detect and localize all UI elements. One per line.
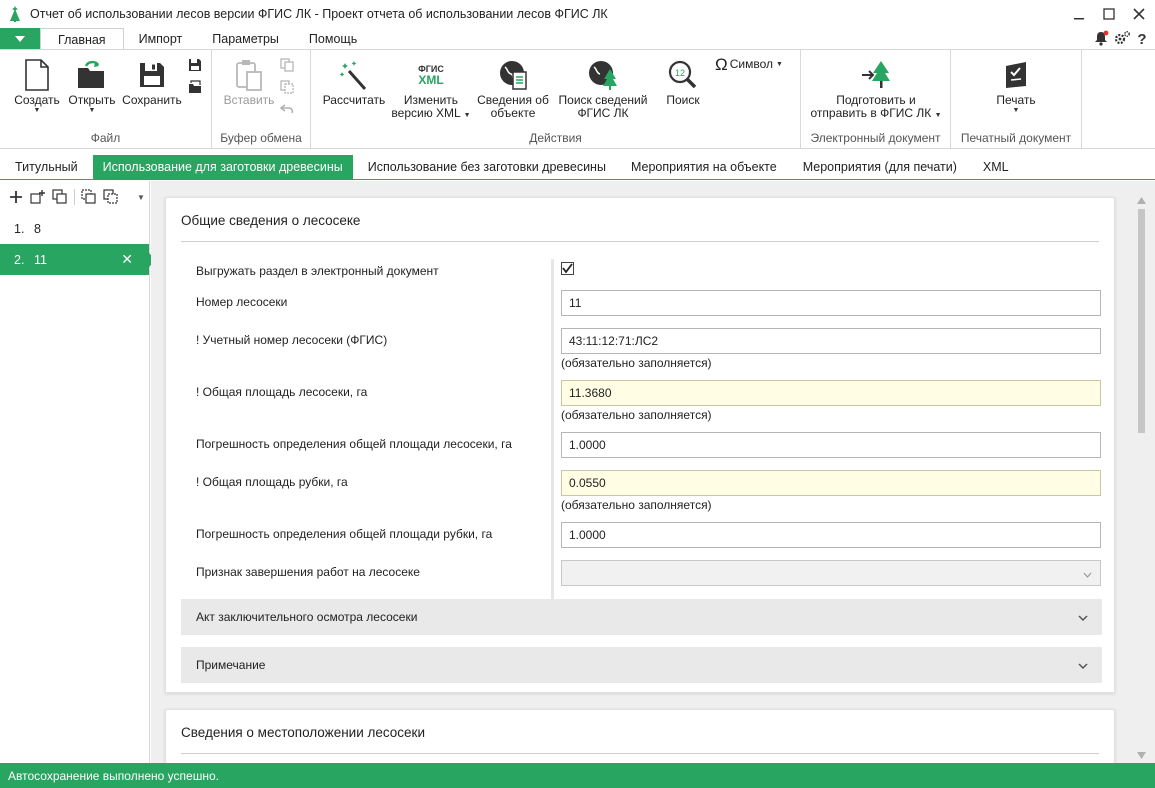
main-content [151, 181, 1155, 763]
tab-activities-print[interactable]: Мероприятия (для печати) [802, 160, 957, 174]
status-message: Автосохранение выполнено успешно. [8, 768, 219, 783]
window-title: Отчет об использовании лесов версии ФГИС ЛК - Проект отчета об использовании лесов ФГИС ЛК [30, 7, 608, 21]
add-copy-icon[interactable] [30, 188, 46, 206]
globe-tree-icon [587, 58, 619, 92]
toolbar-overflow-icon[interactable]: ▼ [137, 192, 145, 202]
list-item-selected[interactable]: 2. 11 ✕ [0, 244, 149, 275]
ribbon-group-file [0, 50, 212, 148]
card-title: Сведения о местоположении лесосеки [181, 725, 425, 740]
app-menu-button[interactable] [0, 28, 40, 49]
floppy-disk-icon [136, 58, 168, 92]
notes-accordion[interactable]: Примечание [181, 647, 1102, 683]
list-item[interactable]: 1. 8 [14, 221, 41, 236]
chevron-down-icon [1083, 567, 1092, 581]
caret-down-icon [15, 36, 25, 42]
app-logo-icon [6, 5, 24, 23]
tab-timber-harvesting[interactable]: Использование для заготовки древесины [93, 155, 353, 179]
undo-icon[interactable] [280, 102, 296, 118]
ribbon-group-electronic-document [801, 50, 951, 148]
help-icon[interactable]: ? [1137, 31, 1147, 48]
caret-down-icon: ▼ [934, 112, 942, 119]
completion-flag-label: Признак завершения работ на лесосеке [196, 565, 420, 579]
document-section-tabs [0, 155, 1155, 180]
group-label-print-document: Печатный документ [960, 131, 1072, 145]
total-area-field[interactable]: 11.3680 [561, 380, 1101, 406]
account-number-field[interactable]: 43:11:12:71:ЛС2 [561, 328, 1101, 354]
delete-record-icon[interactable]: ✕ [121, 251, 133, 267]
move-up-icon[interactable] [81, 188, 97, 206]
settings-gear-icon[interactable] [1113, 30, 1131, 49]
plot-number-field[interactable]: 11 [561, 290, 1101, 316]
ribbon-group-clipboard [212, 50, 311, 148]
open-button[interactable]: Открыть ▼ [66, 58, 118, 115]
svg-text:12: 12 [675, 68, 686, 78]
caret-down-icon: ▼ [776, 60, 783, 68]
copy-icon[interactable] [280, 58, 296, 74]
completion-flag-select[interactable] [561, 560, 1101, 586]
minimize-button[interactable] [1064, 0, 1094, 28]
duplicate-icon[interactable] [52, 188, 68, 206]
fgis-xml-icon: ФГИС XML [418, 63, 444, 87]
search-fgis-button[interactable]: Поиск сведений ФГИС ЛК [555, 58, 651, 120]
ribbon-tab-help[interactable]: Помощь [308, 31, 358, 46]
globe-document-icon [497, 58, 529, 92]
group-label-file: Файл [90, 131, 121, 145]
felling-error-label: Погрешность определения общей площади рубки, га [196, 527, 493, 541]
save-button[interactable]: Сохранить [121, 58, 183, 107]
ribbon-tab-home[interactable]: Главная [40, 28, 124, 50]
clipboard-paste-icon [233, 58, 265, 92]
object-info-button[interactable]: Сведения об объекте [475, 58, 551, 120]
felling-area-hint: (обязательно заполняется) [561, 498, 712, 512]
scrollbar-thumb[interactable] [1138, 209, 1145, 433]
felling-area-label: ! Общая площадь рубки, га [196, 475, 348, 489]
tab-object-activities[interactable]: Мероприятия на объекте [630, 160, 777, 174]
account-number-hint: (обязательно заполняется) [561, 356, 712, 370]
chevron-down-icon [1078, 659, 1088, 673]
ribbon-tab-bar [0, 28, 1155, 49]
close-window-button[interactable] [1124, 0, 1154, 28]
quick-actions [1093, 30, 1149, 49]
create-button[interactable]: Создать ▼ [12, 58, 62, 115]
ribbon-group-print-document [951, 50, 1082, 148]
ribbon-tab-import[interactable]: Импорт [138, 31, 183, 46]
export-section-checkbox[interactable] [561, 262, 574, 275]
maximize-button[interactable] [1094, 0, 1124, 28]
status-bar [0, 763, 1155, 788]
search-button[interactable]: 12 Поиск [657, 58, 709, 107]
area-error-field[interactable]: 1.0000 [561, 432, 1101, 458]
card-title: Общие сведения о лесосеке [181, 213, 361, 228]
area-error-label: Погрешность определения общей площади лесосеки, га [196, 437, 512, 451]
account-number-label: ! Учетный номер лесосеки (ФГИС) [196, 333, 388, 347]
save-as-icon[interactable] [188, 58, 204, 74]
record-list-panel [0, 181, 150, 763]
print-button[interactable]: Печать ▼ [981, 58, 1051, 115]
group-label-clipboard: Буфер обмена [220, 131, 302, 145]
scroll-up-icon[interactable] [1137, 193, 1146, 207]
cut-icon[interactable] [280, 80, 296, 96]
column-divider [551, 259, 554, 599]
card-divider [181, 753, 1099, 754]
felling-error-field[interactable]: 1.0000 [561, 522, 1101, 548]
toolbar-divider [74, 189, 75, 205]
new-document-icon [21, 58, 53, 92]
omega-icon: Ω [715, 55, 728, 74]
calculate-button[interactable]: Рассчитать [321, 58, 387, 107]
ribbon [0, 49, 1155, 149]
bell-icon[interactable] [1093, 30, 1109, 49]
chevron-down-icon [1078, 611, 1088, 625]
tab-xml[interactable]: XML [982, 160, 1009, 174]
total-area-label: ! Общая площадь лесосеки, га [196, 385, 368, 399]
export-section-label: Выгружать раздел в электронный документ [196, 264, 439, 278]
group-label-actions: Действия [529, 131, 582, 145]
change-xml-version-button[interactable]: ФГИС XML Изменить версию XML ▼ [391, 58, 471, 120]
tab-no-timber-harvesting[interactable]: Использование без заготовки древесины [367, 160, 606, 174]
prepare-send-button[interactable]: Подготовить и отправить в ФГИС ЛК ▼ [807, 58, 945, 120]
caret-down-icon: ▼ [33, 107, 41, 114]
save-all-icon[interactable] [188, 80, 204, 96]
plot-number-label: Номер лесосеки [196, 295, 288, 309]
felling-area-field[interactable]: 0.0550 [561, 470, 1101, 496]
card-divider [181, 241, 1099, 242]
caret-down-icon: ▼ [88, 107, 96, 114]
add-record-icon[interactable] [8, 188, 24, 206]
record-list-toolbar [0, 181, 149, 213]
tab-title-page[interactable]: Титульный [15, 160, 78, 174]
magic-wand-icon [338, 58, 370, 92]
group-label-electronic-document: Электронный документ [810, 131, 941, 145]
title-bar [0, 0, 1155, 28]
vertical-scrollbar[interactable] [1133, 181, 1150, 763]
open-folder-icon [76, 58, 108, 92]
caret-down-icon: ▼ [463, 112, 471, 119]
total-area-hint: (обязательно заполняется) [561, 408, 712, 422]
ribbon-tab-parameters[interactable]: Параметры [212, 31, 279, 46]
ribbon-group-actions [311, 50, 801, 148]
checkmark-icon [562, 263, 573, 274]
tree-export-icon [860, 58, 892, 92]
move-down-icon[interactable] [103, 188, 119, 206]
plot-location-card [165, 709, 1115, 763]
scroll-down-icon[interactable] [1137, 748, 1146, 762]
final-inspection-accordion[interactable]: Акт заключительного осмотра лесосеки [181, 599, 1102, 635]
print-checklist-icon [1000, 58, 1032, 92]
caret-down-icon: ▼ [1012, 107, 1020, 114]
magnifier-icon [667, 58, 699, 92]
symbol-button[interactable]: Ω Символ ▼ [715, 55, 783, 74]
paste-button[interactable]: Вставить [220, 58, 278, 107]
plot-general-card [165, 197, 1115, 693]
